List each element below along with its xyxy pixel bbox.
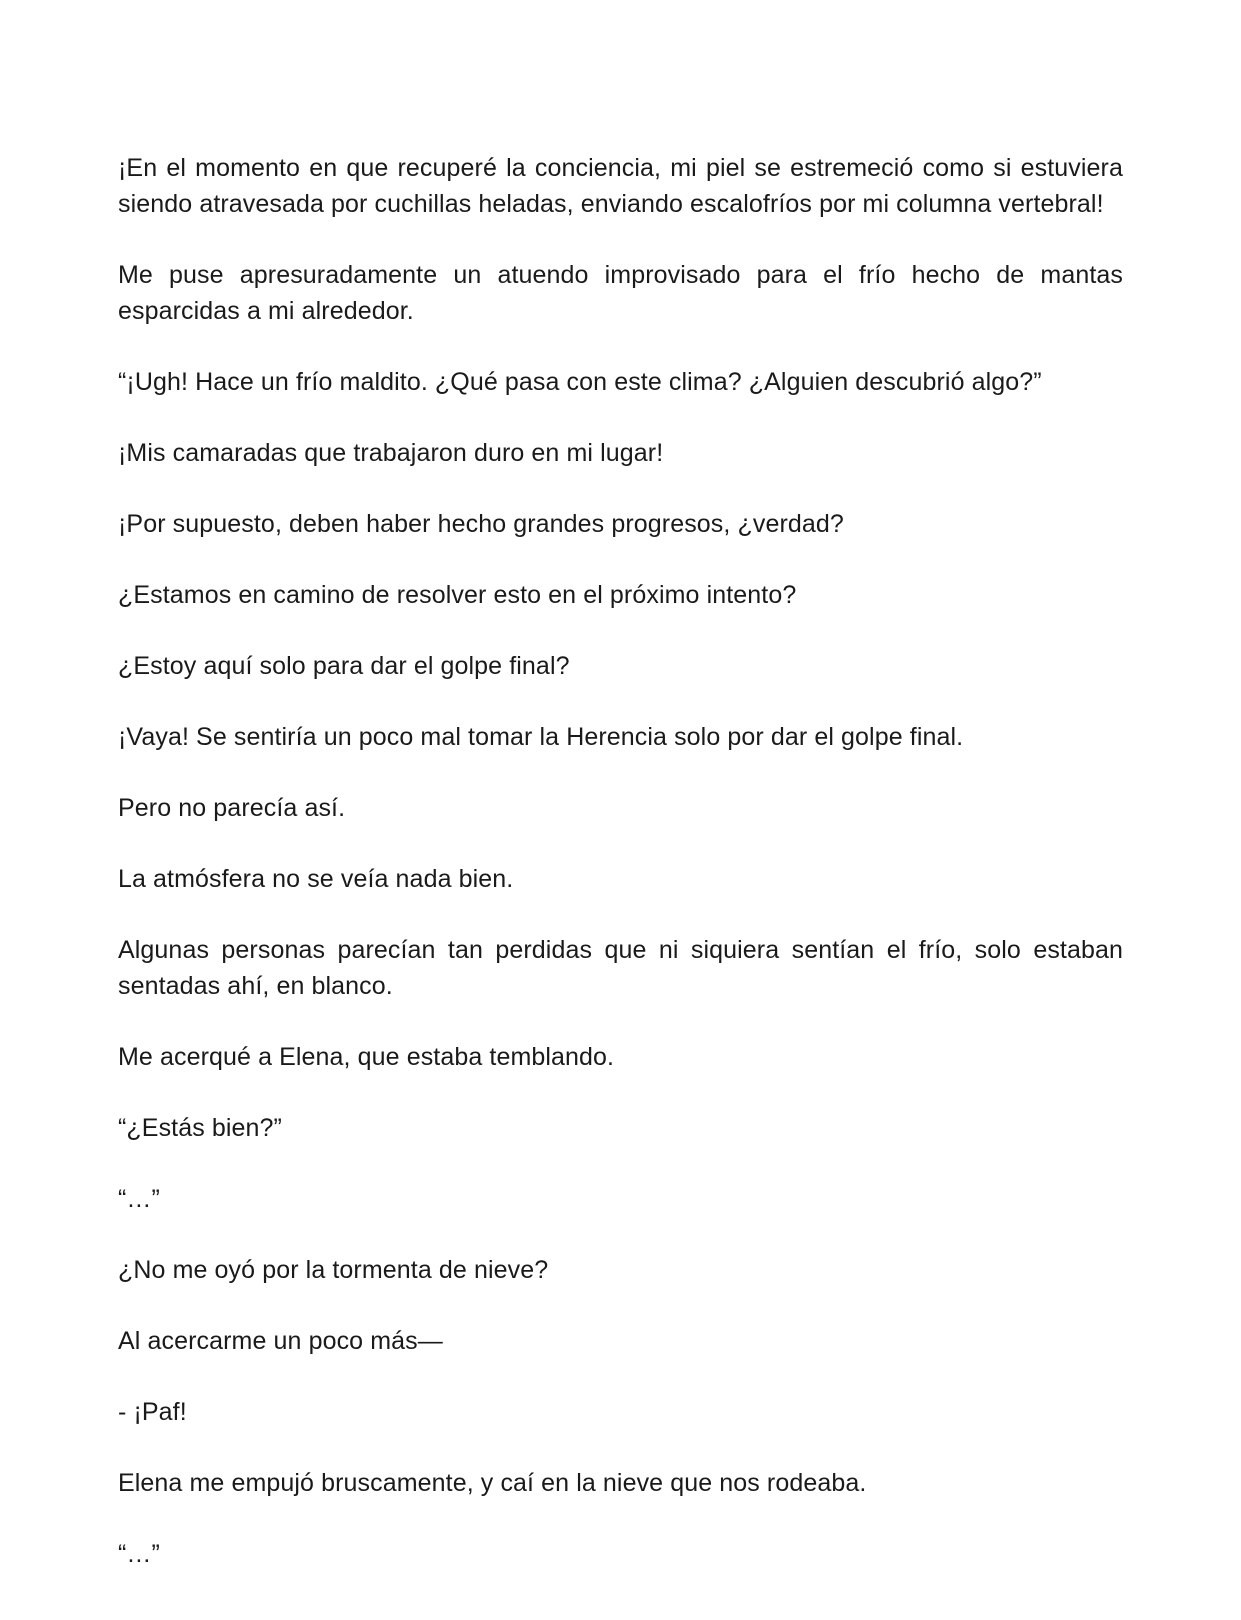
paragraph: Elena me empujó bruscamente, y caí en la nieve que nos rodeaba. (118, 1469, 867, 1497)
paragraph: ¿Estamos en camino de resolver esto en el próximo intento? (118, 581, 797, 609)
paragraph: - ¡Paf! (118, 1398, 187, 1426)
paragraph: ¡Mis camaradas que trabajaron duro en mi lugar! (118, 439, 664, 467)
paragraph: Me acerqué a Elena, que estaba temblando. (118, 1043, 615, 1071)
paragraph: ¡En el momento en que recuperé la conciencia, mi piel se estremeció como si estuviera siendo atravesada por cuchillas heladas, enviando escalofríos por mi columna vertebral! (118, 154, 1123, 218)
paragraph: Al acercarme un poco más— (118, 1327, 443, 1355)
paragraph: “…” (118, 1185, 160, 1213)
paragraph: “¿Estás bien?” (118, 1114, 282, 1142)
paragraph: Me puse apresuradamente un atuendo improvisado para el frío hecho de mantas esparcidas a mi alrededor. (118, 261, 1123, 325)
paragraph: “¡Ugh! Hace un frío maldito. ¿Qué pasa con este clima? ¿Alguien descubrió algo?” (118, 368, 1042, 396)
paragraph: ¡Por supuesto, deben haber hecho grandes progresos, ¿verdad? (118, 510, 844, 538)
paragraph: Pero no parecía así. (118, 794, 346, 822)
paragraph: Algunas personas parecían tan perdidas que ni siquiera sentían el frío, solo estaban sentadas ahí, en blanco. (118, 936, 1123, 1000)
body-text (118, 150, 1123, 1607)
paragraph: ¿Estoy aquí solo para dar el golpe final? (118, 652, 570, 680)
paragraph: ¿No me oyó por la tormenta de nieve? (118, 1256, 549, 1284)
paragraph: La atmósfera no se veía nada bien. (118, 865, 514, 893)
paragraph: ¡Vaya! Se sentiría un poco mal tomar la Herencia solo por dar el golpe final. (118, 723, 964, 751)
paragraph: “…” (118, 1540, 160, 1568)
